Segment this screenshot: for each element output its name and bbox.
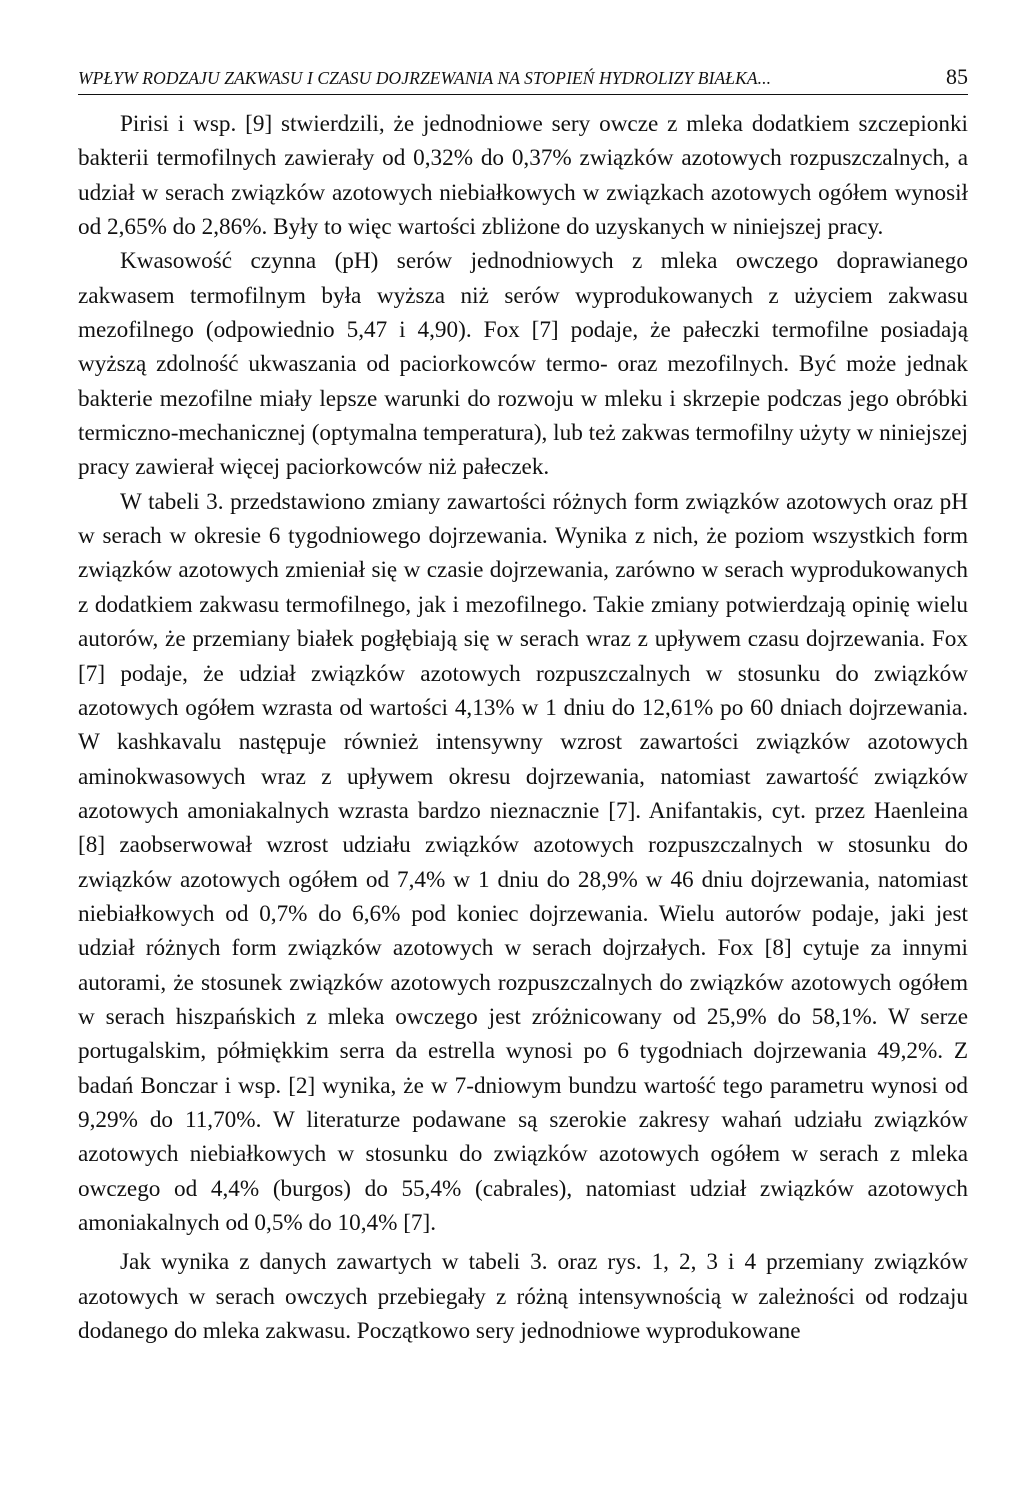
page-number: 85 — [946, 64, 968, 89]
paragraph: Jak wynika z danych zawartych w tabeli 3. oraz rys. 1, 2, 3 i 4 przemiany związków azotowych w serach owczych przebiegały z różną intensywnością w zależności od rodzaju dodanego do mleka zakwasu. Początkowo sery jednodniowe wyprodukowane — [78, 1249, 968, 1345]
running-title: WPŁYW RODZAJU ZAKWASU I CZASU DOJRZEWANIA NA STOPIEŃ HYDROLIZY BIAŁKA... — [78, 68, 772, 88]
body-text — [78, 107, 968, 1348]
running-header — [78, 64, 968, 95]
document-page — [78, 64, 968, 1348]
paragraph: Pirisi i wsp. [9] stwierdzili, że jednodniowe sery owcze z mleka dodatkiem szczepionki bakterii termofilnych zawierały od 0,32% do 0,37% związków azotowych rozpuszczalnych, a udział w serach związków azotowych niebiałkowych w związkach azotowych ogółem wynosił od 2,65% do 2,86%. Były to więc wartości zbliżone do uzyskanych w niniejszej pracy. — [78, 111, 968, 241]
paragraph: Kwasowość czynna (pH) serów jednodniowych z mleka owczego doprawianego zakwasem termofilnym była wyższa niż serów wyprodukowanych z użyciem zakwasu mezofilnego (odpowiednio 5,47 i 4,90). Fox [7] podaje, że pałeczki termofilne posiadają wyższą zdolność ukwaszania od paciorkowców termo- oraz mezofilnych. Być może jednak bakterie mezofilne miały lepsze warunki do rozwoju w mleku i skrzepie podczas jego obróbki termiczno-mechanicznej (optymalna temperatura), lub też zakwas termofilny użyty w niniejszej pracy zawierał więcej paciorkowców niż pałeczek. — [78, 248, 968, 481]
paragraph: W tabeli 3. przedstawiono zmiany zawartości różnych form związków azotowych oraz pH w serach w okresie 6 tygodniowego dojrzewania. Wynika z nich, że poziom wszystkich form związków azotowych zmieniał się w czasie dojrzewania, zarówno w serach wyprodukowanych z dodatkiem zakwasu termofilnego, jak i mezofilnego. Takie zmiany potwierdzają opinię wielu autorów, że przemiany białek pogłębiają się w serach wraz z upływem czasu dojrzewania. Fox [7] podaje, że udział związków azotowych rozpuszczalnych w stosunku do związków azotowych ogółem wzrasta od wartości 4,13% w 1 dniu do 12,61% po 60 dniach dojrzewania. W kashkavalu następuje również intensywny wzrost zawartości związków azotowych aminokwasowych wraz z upływem okresu dojrzewania, natomiast zawartość związków azotowych amoniakalnych wzrasta bardzo nieznacznie [7]. Anifantakis, cyt. przez Haenleina [8] zaobserwował wzrost udziału związków azotowych rozpuszczalnych w stosunku do związków azotowych ogółem od 7,4% w 1 dniu do 28,9% w 46 dniu dojrzewania, natomiast niebiałkowych od 0,7% do 6,6% pod koniec dojrzewania. Wielu autorów podaje, jaki jest udział różnych form związków azotowych w serach dojrzałych. Fox [8] cytuje za innymi autorami, że stosunek związków azotowych rozpuszczalnych do związków azotowych ogółem w serach hiszpańskich z mleka owczego jest zróżnicowany od 25,9% do 58,1%. W serze portugalskim, półmiękkim serra da estrella wynosi po 6 tygodniach dojrzewania 49,2%. Z badań Bonczar i wsp. [2] wynika, że w 7-dniowym bundzu wartość tego parametru wynosi od 9,29% do 11,70%. W literaturze podawane są szerokie zakresy wahań udziału związków azotowych niebiałkowych w stosunku do związków azotowych ogółem w serach z mleka owczego od 4,4% (burgos) do 55,4% (cabrales), natomiast udział związków azotowych amoniakalnych od 0,5% do 10,4% [7]. — [78, 488, 968, 1236]
